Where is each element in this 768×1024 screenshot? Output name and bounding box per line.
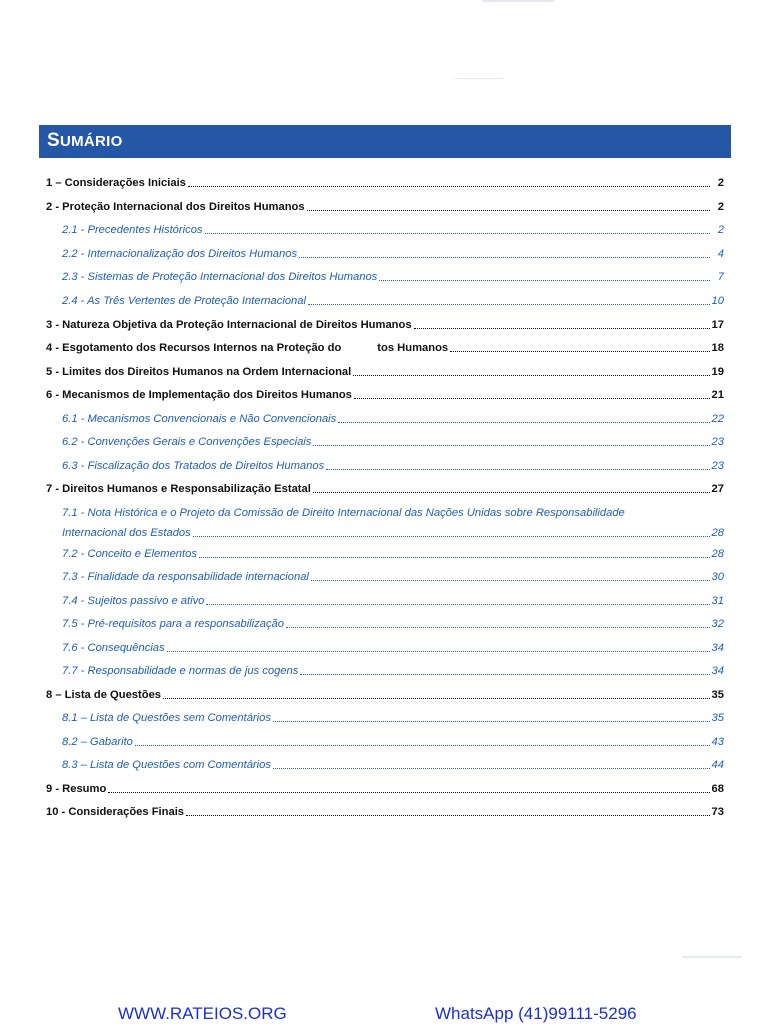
toc-leader-dots — [163, 697, 710, 699]
toc-entry-title: 2.1 - Precedentes Históricos — [62, 224, 203, 236]
toc-page-number: 7 — [717, 271, 724, 283]
toc-leader-dots — [353, 374, 709, 376]
toc-entry[interactable] — [46, 688, 724, 702]
toc-leader-dots — [313, 491, 710, 493]
toc-entry[interactable] — [46, 341, 724, 355]
toc-entry-title: 7.4 - Sujeitos passivo e ativo — [62, 595, 205, 607]
toc-leader-dots — [299, 256, 710, 258]
toc-page-number: 31 — [711, 595, 724, 607]
toc-subentry[interactable] — [46, 270, 724, 284]
toc-subentry[interactable] — [46, 547, 724, 561]
toc-page-number: 28 — [711, 527, 724, 539]
toc-entry-title: 7.7 - Responsabilidade e normas de jus cogens — [62, 665, 299, 677]
toc-leader-dots — [273, 767, 710, 769]
toc-page-number: 17 — [711, 319, 724, 331]
toc-page-number: 34 — [711, 665, 724, 677]
toc-entry[interactable] — [46, 365, 724, 379]
toc-subentry[interactable] — [46, 294, 724, 308]
toc-subentry[interactable] — [46, 459, 724, 473]
toc-page-number: 10 — [711, 295, 724, 307]
toc-entry-title: 7.3 - Finalidade da responsabilidade internacional — [62, 571, 309, 583]
toc-entry-title: 6 - Mecanismos de Implementação dos Direitos Humanos — [46, 389, 352, 401]
toc-leader-dots — [186, 814, 710, 816]
toc-page-number: 35 — [711, 689, 724, 701]
toc-page-number: 21 — [711, 389, 724, 401]
toc-leader-dots — [193, 535, 710, 537]
toc-leader-dots — [206, 603, 709, 605]
toc-subentry[interactable] — [46, 506, 724, 540]
toc-entry-title: 8.1 – Lista de Questões sem Comentários — [62, 712, 271, 724]
toc-page-number: 2 — [717, 177, 724, 189]
toc-page-number: 30 — [711, 571, 724, 583]
toc-page-number: 73 — [711, 806, 724, 818]
toc-entry-title: 9 - Resumo — [46, 783, 107, 795]
toc-page-number: 27 — [711, 483, 724, 495]
toc-entry[interactable] — [46, 200, 724, 214]
toc-leader-dots — [286, 626, 710, 628]
toc-page-number: 2 — [717, 224, 724, 236]
toc-entry-title: 8 – Lista de Questões — [46, 689, 162, 701]
toc-leader-dots — [308, 303, 710, 305]
summary-header-bar — [39, 125, 731, 158]
toc-subentry[interactable] — [46, 435, 724, 449]
toc-page-number: 68 — [711, 783, 724, 795]
bottom-artifact — [682, 956, 742, 958]
toc-entry-title: 7 - Direitos Humanos e Responsabilização Estatal — [46, 483, 311, 495]
footer-whatsapp-link[interactable]: WhatsApp (41)99111-5296 — [435, 1004, 637, 1023]
toc-page-number: 23 — [711, 436, 724, 448]
toc-leader-dots — [338, 421, 709, 423]
toc-leader-dots — [273, 720, 710, 722]
toc-entry-title: 3 - Natureza Objetiva da Proteção Internacional de Direitos Humanos — [46, 319, 412, 331]
toc-page-number: 44 — [711, 759, 724, 771]
toc-subentry[interactable] — [46, 594, 724, 608]
toc-page-number: 35 — [711, 712, 724, 724]
toc-entry[interactable] — [46, 318, 724, 332]
toc-page-number: 32 — [711, 618, 724, 630]
toc-entry[interactable] — [46, 482, 724, 496]
toc-entry-title: 6.3 - Fiscalização dos Tratados de Direitos Humanos — [62, 460, 325, 472]
toc-leader-dots — [311, 579, 710, 581]
toc-page-number: 28 — [711, 548, 724, 560]
toc-entry-title: 8.2 – Gabarito — [62, 736, 133, 748]
toc-subentry[interactable] — [46, 735, 724, 749]
toc-subentry[interactable] — [46, 247, 724, 261]
toc-entry[interactable] — [46, 805, 724, 819]
summary-title: SUMÁRIO — [47, 130, 123, 151]
toc-leader-dots — [135, 744, 710, 746]
toc-page-number: 43 — [711, 736, 724, 748]
toc-leader-dots — [313, 444, 709, 446]
toc-entry-title: 5 - Limites dos Direitos Humanos na Ordem Internacional — [46, 366, 352, 378]
toc-leader-dots — [300, 673, 709, 675]
toc-leader-dots — [326, 468, 709, 470]
toc-entry[interactable] — [46, 388, 724, 402]
toc-subentry[interactable] — [46, 641, 724, 655]
toc-leader-dots — [379, 279, 710, 281]
toc-page-number: 19 — [711, 366, 724, 378]
toc-subentry[interactable] — [46, 664, 724, 678]
toc-entry-title: 6.2 - Convenções Gerais e Convenções Especiais — [62, 436, 312, 448]
top-artifact — [482, 0, 554, 2]
toc-page-number: 23 — [711, 460, 724, 472]
toc-leader-dots — [414, 327, 710, 329]
footer-website-link[interactable]: WWW.RATEIOS.ORG — [118, 1004, 287, 1023]
toc-subentry[interactable] — [46, 223, 724, 237]
toc-leader-dots — [205, 232, 710, 234]
toc-entry[interactable] — [46, 782, 724, 796]
toc-subentry[interactable] — [46, 758, 724, 772]
toc-subentry[interactable] — [46, 570, 724, 584]
toc-leader-dots — [188, 185, 710, 187]
toc-page-number: 34 — [711, 642, 724, 654]
toc-entry-title: 7.6 - Consequências — [62, 642, 165, 654]
toc-entry-title: 8.3 – Lista de Questões com Comentários — [62, 759, 271, 771]
toc-leader-dots — [450, 350, 709, 352]
toc-entry-title: 4 - Esgotamento dos Recursos Internos na Proteção do — [46, 342, 342, 354]
toc-leader-dots — [108, 791, 709, 793]
toc-page-number: 18 — [711, 342, 724, 354]
toc-entry-title: 10 - Considerações Finais — [46, 806, 185, 818]
toc-leader-dots — [307, 209, 710, 211]
toc-entry-title: 7.5 - Pré-requisitos para a responsabilização — [62, 618, 285, 630]
toc-entry-title: 7.2 - Conceito e Elementos — [62, 548, 197, 560]
toc-entry-title: 2 - Proteção Internacional dos Direitos Humanos — [46, 201, 305, 213]
toc-entry-title: 2.2 - Internacionalização dos Direitos Humanos — [62, 248, 298, 260]
toc-entry-title: 2.3 - Sistemas de Proteção Internacional dos Direitos Humanos — [62, 271, 378, 283]
toc-page-number: 4 — [717, 248, 724, 260]
toc-leader-dots — [354, 397, 710, 399]
toc-entry-title: 2.4 - As Três Vertentes de Proteção Internacional — [62, 295, 306, 307]
toc-page-number: 22 — [711, 413, 724, 425]
toc-leader-dots — [167, 650, 710, 652]
toc-entry-title: 1 – Considerações Iniciais — [46, 177, 186, 189]
toc-entry-title: Internacional dos Estados — [62, 527, 191, 539]
toc-subentry[interactable] — [46, 617, 724, 631]
toc-leader-dots — [199, 556, 710, 558]
toc-subentry[interactable] — [46, 412, 724, 426]
toc-page-number: 2 — [717, 201, 724, 213]
toc-entry-title: 6.1 - Mecanismos Convencionais e Não Convencionais — [62, 413, 337, 425]
toc-entry-title: tos Humanos — [377, 342, 449, 354]
toc-entry-title: 7.1 - Nota Histórica e o Projeto da Comissão de Direito Internacional das Nações Unidas sobre Responsabilidade — [62, 507, 625, 519]
top-artifact — [455, 78, 503, 79]
toc-subentry[interactable] — [46, 711, 724, 725]
toc-entry[interactable] — [46, 176, 724, 190]
